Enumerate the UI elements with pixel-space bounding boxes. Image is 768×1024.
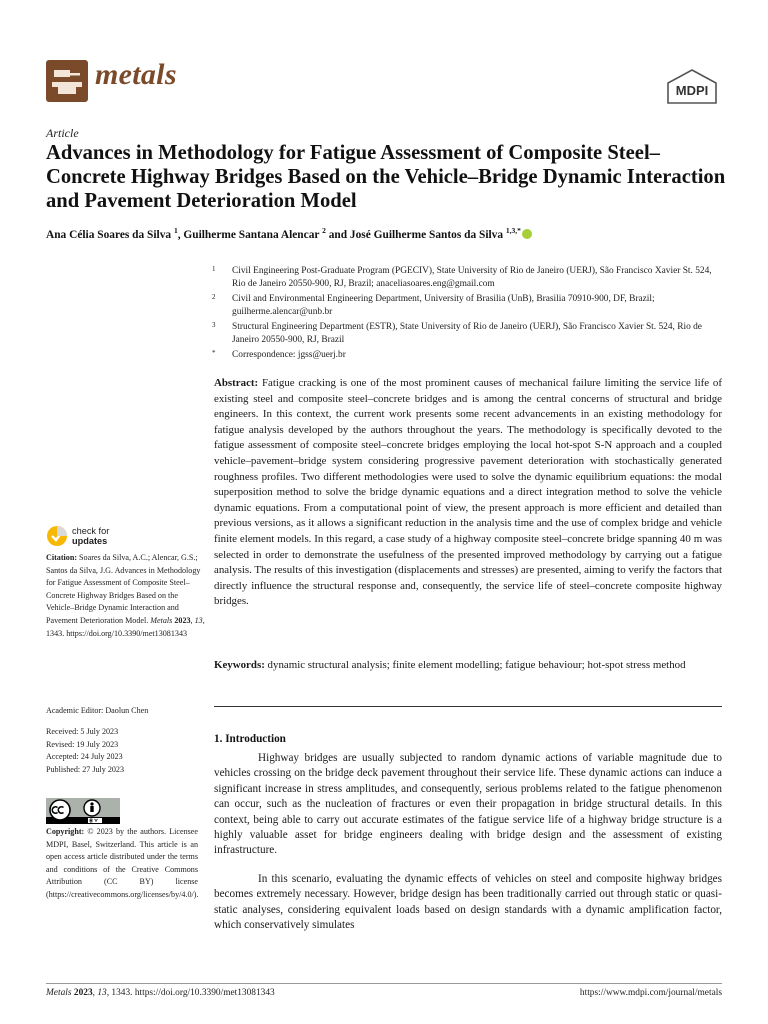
keywords-text: dynamic structural analysis; finite element modelling; fatigue behaviour; hot-spot stress method — [264, 659, 686, 671]
author-list — [46, 226, 726, 241]
footer-divider — [46, 983, 722, 984]
affiliation-mark: 2 — [212, 293, 216, 301]
footer-journal: Metals — [46, 988, 72, 998]
mdpi-logo-text: MDPI — [675, 83, 709, 98]
date-revised: Revised: 19 July 2023 — [46, 739, 119, 749]
keywords — [214, 658, 722, 674]
author-1-affil: 1 — [173, 226, 178, 235]
copyright-notice — [46, 826, 198, 902]
section-heading: 1. Introduction — [214, 733, 286, 745]
citation-text: Soares da Silva, A.C.; Alencar, G.S.; Santos da Silva, J.G. Advances in Methodology for Fatigue Assessment of Composite Steel–Concrete Highway Bridges Based on the Vehicle–Bridge Dynamic Interaction and Pavement Deterioration Model. — [46, 553, 201, 625]
check-updates-icon — [46, 525, 68, 547]
citation-journal: Metals — [150, 615, 173, 625]
date-received: Received: 5 July 2023 — [46, 727, 119, 736]
affiliation-mark: 1 — [212, 265, 216, 273]
author-1[interactable]: Ana Célia Soares da Silva — [46, 228, 174, 241]
keywords-label: Keywords: — [214, 659, 265, 671]
citation-doi[interactable]: , 1343. https://doi.org/10.3390/met13081343 — [46, 615, 205, 638]
citation-year: 2023 — [174, 615, 191, 625]
section-divider — [214, 706, 722, 707]
journal-logo-icon — [46, 60, 88, 102]
author-2-affil: 2 — [322, 226, 326, 235]
author-3-affil: 1,3,* — [505, 226, 521, 235]
affiliation-mark: * — [212, 349, 216, 357]
author-3[interactable]: and José Guilherme Santos da Silva — [325, 228, 506, 241]
abstract-text: Fatigue cracking is one of the most prominent causes of mechanical failure limiting the service life of existing steel and composite steel–concrete bridges and is among the central concerns of structural and bridge engineers. In this context, the current work presents some recent advancements in an existing methodology for fatigue analysis developed by the authors throughout the years. The methodology is specifically devoted to the fatigue assessment of composite steel–concrete bridges employing the local hot-spot S-N approach and a coupled vehicle–pavement–bridge system considering progressive pavement deterioration with stochastically generated roughness profiles. Two different methodologies were used to solve the dynamic equilibrium equations: the modal superposition method to solve the bridge dynamic equations and a direct integration method to solve the vehicle dynamic equations. From a computational point of view, the present approach is more efficient and detailed than previous versions, as it allows a significant reduction in the analysis time and the use of complex bridge and vehicle finite element models. In this regard, a case study of a highway composite steel–concrete bridge spanning 40 m was selected in order to demonstrate the usefulness of the presented improved methodology by carrying out a fatigue analysis. The results of this investigation (displacements and stresses) are presented, aiming to verify the factors that directly influence the structural response and, consequently, the service life of steel–concrete composite highway bridges. — [214, 377, 722, 608]
orcid-icon[interactable] — [522, 229, 532, 239]
citation-block: Citation: Soares da Silva, A.C.; Alencar, G.S.; Santos da Silva, J.G. Advances in Methodology for Fatigue Assessment of Composite Steel–Concrete Highway Bridges Based on the Vehicle–Bridge Dynamic Interaction and Pavement Deterioration Model. Metals 2023, 13, 1343. https://doi.org/10.3390/met13081343 — [46, 553, 205, 638]
abstract-label: Abstract: — [214, 377, 259, 389]
affiliation-item — [212, 265, 727, 291]
article-title: Advances in Methodology for Fatigue Assessment of Composite Steel–Concrete Highway Bridges Based on the Vehicle–Bridge Dynamic Interaction and Pavement Deterioration Model — [46, 142, 726, 212]
footer-year: 2023 — [73, 988, 93, 998]
body-paragraph: Highway bridges are usually subjected to random dynamic actions of variable magnitude due to vehicles crossing on the bridge deck pavement throughout their service life. These dynamic actions can induce a significant increase in stress amplitudes, and consequently, serious problems related to the fatigue phenomenon can occur, such as the nucleation of fractures or even their propagation in bridge structural details. In this context, being able to carry out accurate estimates of the fatigue service life of a highway bridge structure is a highly valuable asset for bridge engineers dealing with bridge design and the assessment of existing infrastructure. — [214, 752, 722, 857]
affiliation-text: Correspondence: jgss@uerj.br — [232, 350, 346, 360]
footer-citation: Metals 2023, 13, 1343. https://doi.org/10.3390/met13081343 — [46, 988, 275, 998]
author-2[interactable]: , Guilherme Santana Alencar — [177, 228, 323, 241]
journal-name[interactable]: metals — [95, 58, 177, 91]
body-paragraph: In this scenario, evaluating the dynamic effects of vehicles on steel and composite highway bridges becomes extremely necessary. However, bridge design has been traditionally carried out through static or quasi-static analyses, considering equivalent loads based on design standards with a dynamic amplification factor, which conservatively simulates — [214, 873, 722, 932]
affiliation-item — [212, 321, 727, 347]
affiliation-text: Civil Engineering Post-Graduate Program (PGECIV), State University of Rio de Janeiro (UERJ), São Francisco Xavier St. 524, Rio de Janeiro 20550-900, RJ, Brazil; anaceliasoares.eng@gmail.com — [232, 266, 712, 289]
affiliations — [212, 265, 727, 364]
abstract — [214, 376, 722, 610]
mdpi-logo-icon[interactable] — [664, 68, 720, 106]
affiliation-text: Civil and Environmental Engineering Department, University of Brasilia (UnB), Brasilia 70910-900, DF, Brazil; guilherme.alencar@unb.br — [232, 294, 655, 317]
citation-label: Citation: — [46, 553, 78, 562]
check-for-updates-badge[interactable] — [46, 525, 176, 549]
date-published: Published: 27 July 2023 — [46, 764, 125, 774]
publication-dates — [46, 726, 206, 776]
cc-by-license-icon[interactable] — [46, 798, 120, 824]
footer-doi[interactable]: , 1343. https://doi.org/10.3390/met13081343 — [106, 988, 275, 998]
date-accepted: Accepted: 24 July 2023 — [46, 752, 123, 762]
copyright-label: Copyright: — [46, 827, 85, 836]
footer-journal-url[interactable]: https://www.mdpi.com/journal/metals — [579, 988, 722, 998]
check-updates-line1: check for — [72, 526, 110, 536]
check-updates-text — [72, 527, 109, 546]
article-type: Article — [46, 126, 79, 140]
citation-volume: 13 — [194, 615, 203, 625]
footer-volume: 13 — [97, 988, 107, 998]
check-updates-line2: updates — [72, 535, 108, 546]
affiliation-text: Structural Engineering Department (ESTR), State University of Rio de Janeiro (UERJ), São Francisco Xavier St. 524, Rio de Janeiro 20550-900, RJ, Brazil — [232, 322, 702, 345]
copyright-text: © 2023 by the authors. Licensee MDPI, Basel, Switzerland. This article is an open access article distributed under the terms and conditions of the Creative Commons Attribution (CC BY) license (https://creativecommons.org/licenses/by/4.0/). — [46, 827, 199, 899]
affiliation-mark: 3 — [212, 321, 216, 329]
affiliation-item — [212, 293, 727, 319]
affiliation-item — [212, 349, 727, 362]
academic-editor: Academic Editor: Daolun Chen — [46, 706, 149, 715]
